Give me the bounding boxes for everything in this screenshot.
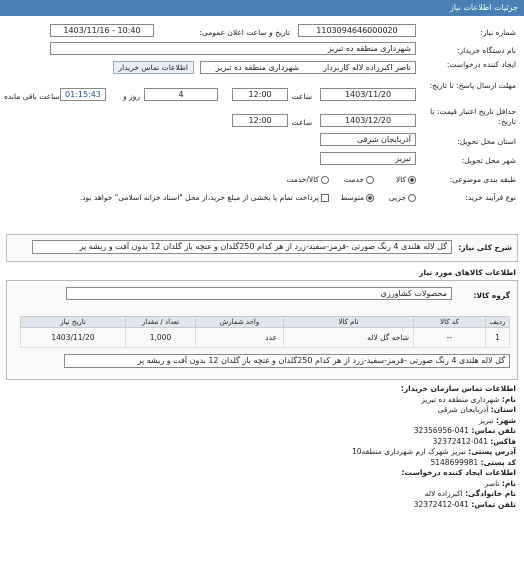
- cell-code: --: [414, 328, 486, 348]
- description-label: شرح کلی نیاز:: [458, 243, 512, 252]
- validity-time-label: ساعت: [291, 118, 312, 127]
- description-field[interactable]: گل لاله هلندی 4 رنگ صورتی -قرمز-سفید-زرد از هر کدام 250گلدان و غنچه باز گلدان 12 بدون آفت و ریشه پر: [32, 240, 452, 254]
- cell-qty: 1,000: [126, 328, 196, 348]
- category-service-label: خدمت: [344, 175, 364, 184]
- contact-phone: 041-32356956: [413, 426, 469, 435]
- goods-group-label: گروه کالا:: [473, 291, 510, 300]
- category-goods-label: کالا: [395, 175, 406, 184]
- contact-fax: 041-32372412: [432, 436, 488, 446]
- contact-phone-label: تلفن تماس:: [471, 426, 516, 435]
- contact-province-label: استان:: [490, 405, 516, 414]
- payment-option[interactable]: [80, 193, 329, 202]
- radio-service[interactable]: [366, 176, 374, 184]
- process-small-option[interactable]: [389, 193, 416, 202]
- payment-checkbox[interactable]: [321, 194, 329, 202]
- process-medium-option[interactable]: [340, 193, 374, 202]
- process-medium-label: متوسط: [340, 193, 364, 202]
- category-label: طبقه بندی موضوعی:: [449, 175, 516, 184]
- category-service-option[interactable]: [344, 175, 374, 184]
- creator-phone-label: تلفن تماس:: [471, 499, 516, 509]
- process-label: نوع فرآیند خرید:: [465, 193, 516, 202]
- contact-fax-label: فاکس:: [490, 436, 516, 446]
- city-field[interactable]: تبریز: [320, 152, 416, 165]
- col-date: تاریخ نیاز: [21, 317, 126, 328]
- validity-time-field[interactable]: 12:00: [232, 114, 288, 127]
- category-both-option[interactable]: [286, 175, 329, 184]
- col-row: ردیف: [486, 317, 510, 328]
- deadline-time-label: ساعت: [291, 92, 312, 101]
- contact-title: اطلاعات تماس سازمان خریدار:: [400, 384, 516, 393]
- contact-address-label: آدرس پستی:: [468, 447, 516, 456]
- goods-table: [20, 316, 510, 348]
- deadline-time-field[interactable]: 12:00: [232, 88, 288, 101]
- creator-info-title: اطلاعات ایجاد کننده درخواست:: [401, 468, 516, 477]
- goods-section-title: اطلاعات کالاهای مورد نیاز: [419, 268, 516, 277]
- contact-block: [16, 384, 516, 510]
- contact-address: تبریز شهرک ارم شهرداری منطقه10: [352, 447, 466, 456]
- process-small-label: جزیی: [388, 193, 406, 202]
- cell-date: 1403/11/20: [21, 328, 126, 348]
- contact-postal-label: کد پستی:: [480, 457, 516, 467]
- days-remaining-field[interactable]: 4: [144, 88, 218, 101]
- col-code: کد کالا: [414, 317, 486, 328]
- page-title: جزئیات اطلاعات نیاز: [449, 3, 518, 12]
- creator-first-name: ناصر: [484, 478, 500, 488]
- announce-field[interactable]: 1403/11/16 - 10:40: [50, 24, 154, 37]
- buyer-org-label: نام دستگاه خریدار:: [456, 46, 516, 55]
- cell-unit: عدد: [196, 328, 284, 348]
- need-number-label: شماره نیاز:: [480, 28, 516, 37]
- col-name: نام کالا: [284, 317, 414, 328]
- creator-family-name: اکبرزاده لاله: [424, 489, 463, 498]
- page-header: [0, 0, 524, 16]
- deadline-label: مهلت ارسال پاسخ: تا تاریخ:: [429, 81, 516, 90]
- remaining-time-field[interactable]: 01:15:43: [60, 88, 106, 101]
- remaining-label: ساعت باقی مانده: [4, 92, 60, 101]
- goods-group-field[interactable]: محصولات کشاورزی: [66, 287, 452, 300]
- announce-label: تاریخ و ساعت اعلان عمومی:: [199, 28, 290, 37]
- radio-goods[interactable]: [408, 176, 416, 184]
- contact-city: تبریز: [478, 415, 494, 425]
- buyer-note-field[interactable]: گل لاله هلندی 4 رنگ صورتی -قرمز-سفید-زرد از هر کدام 250گلدان و غنچه باز گلدان 12 بدون آفت و ریشه پر: [64, 354, 510, 368]
- validity-label: حداقل تاریخ اعتبار قیمت: تا تاریخ:: [430, 107, 516, 126]
- need-number-field[interactable]: 1103094646000020: [298, 24, 416, 37]
- buyer-org-field[interactable]: شهرداری منطقه ده تبریز: [50, 42, 416, 55]
- creator-name: ناصر اکبرزاده لاله کاربرداز: [323, 63, 411, 72]
- buyer-contact-button[interactable]: اطلاعات تماس خریدار: [113, 61, 195, 74]
- category-goods-option[interactable]: [396, 175, 416, 184]
- creator-label: ایجاد کننده درخواست:: [446, 60, 516, 69]
- days-label: روز و: [123, 92, 140, 101]
- creator-name-label: نام:: [501, 478, 516, 488]
- payment-note: پرداخت تمام یا بخشی از مبلغ خرید،از محل "اسناد خزانه اسلامی" خواهد بود.: [79, 193, 319, 202]
- creator-field[interactable]: [200, 61, 416, 74]
- contact-name-label: نام:: [501, 394, 516, 404]
- contact-city-label: شهر:: [496, 415, 516, 425]
- col-qty: تعداد / مقدار: [126, 317, 196, 328]
- creator-family-label: نام خانوادگی:: [465, 489, 516, 498]
- table-row[interactable]: [21, 328, 510, 348]
- contact-postal: 5148699981: [430, 457, 479, 467]
- cell-row: 1: [486, 328, 510, 348]
- validity-date-field[interactable]: 1403/12/20: [320, 114, 416, 127]
- province-field[interactable]: آذربایجان شرقی: [320, 133, 416, 146]
- radio-medium[interactable]: [366, 194, 374, 202]
- contact-province: آذربایجان شرقی: [437, 405, 489, 414]
- city-label: شهر محل تحویل:: [461, 156, 516, 165]
- radio-both[interactable]: [321, 176, 329, 184]
- contact-name: شهرداری منطقه ده تبریز: [421, 394, 500, 404]
- province-label: استان محل تحویل:: [457, 137, 516, 146]
- category-both-label: کالا/خدمت: [286, 175, 319, 184]
- creator-org: شهرداری منطقه ده تبریز: [215, 63, 300, 72]
- cell-name: شاخه گل لاله: [284, 328, 414, 348]
- creator-phone: 041-32372412: [413, 499, 469, 509]
- radio-small[interactable]: [408, 194, 416, 202]
- deadline-date-field[interactable]: 1403/11/20: [320, 88, 416, 101]
- col-unit: واحد شمارش: [196, 317, 284, 328]
